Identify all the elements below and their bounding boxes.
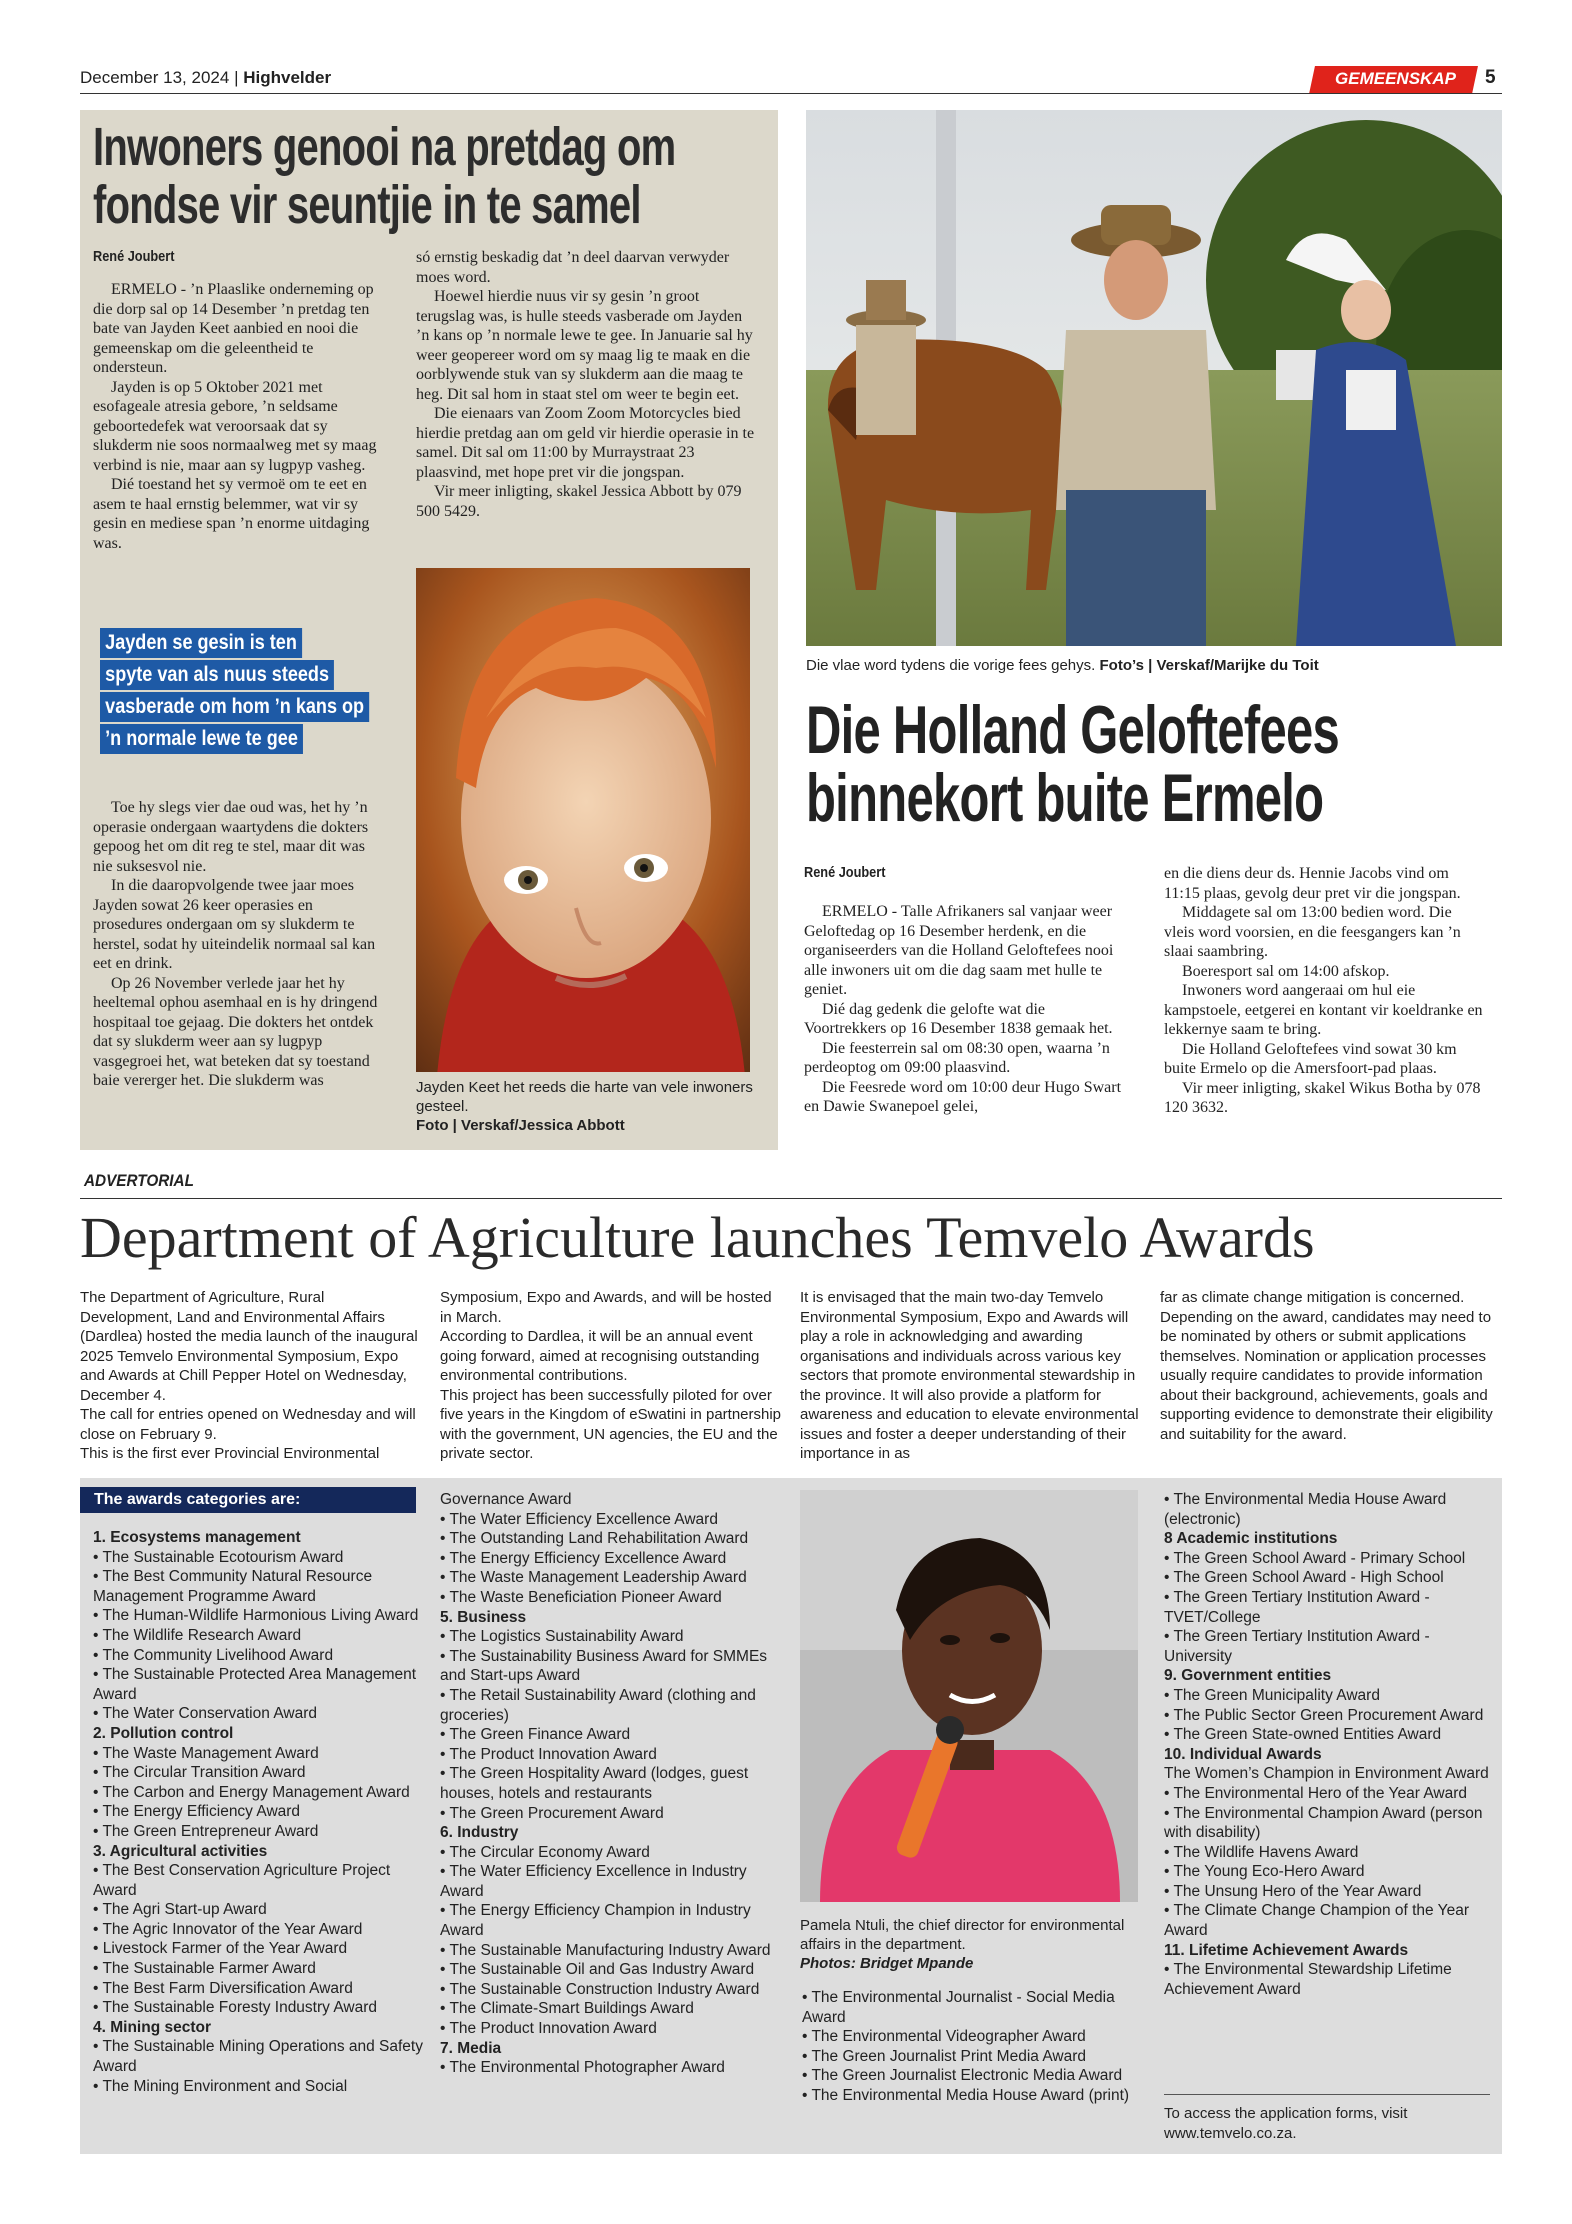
award-item: • The Green Entrepreneur Award — [93, 1822, 319, 1840]
award-item: • The Green School Award - Primary School — [1164, 1549, 1466, 1567]
awards-category-list — [93, 1528, 423, 2096]
category-heading: 6. Industry — [440, 1824, 519, 1842]
award-item: • The Mining Environment and Social — [93, 2077, 348, 2095]
award-item: • The Sustainable Oil and Gas Industry Award — [440, 1961, 755, 1979]
page-number: 5 — [1485, 67, 1496, 88]
advertorial-label: ADVERTORIAL — [84, 1171, 194, 1190]
award-item: • The Agric Innovator of the Year Award — [93, 1920, 363, 1938]
footer-rule — [1164, 2094, 1490, 2095]
award-item: • The Sustainable Manufacturing Industry Award — [440, 1941, 771, 1959]
award-item: • The Circular Economy Award — [440, 1843, 650, 1861]
article-column: ERMELO - ’n Plaaslike onderneming op die dorp sal op 14 Desember ’n pretdag ten bate van Jayden Keet aanbied en nooi die gemeenskap om die geleentheid te ondersteun. Jayden is op 5 Oktober 2021 met esofageale atresia gebore, ’n seldsame geboortedefek wat veroorsaak dat sy slukderm nie soos normaalweg met sy maag verbind is nie, maar aan sy lugpyp vasheg. Dié toestand het sy vermoë om te eet en asem te haal ernstig belemmer, wat vir sy gesin en mediese span ’n enorme uitdaging was. — [93, 281, 377, 552]
award-item: • The Environmental Photographer Award — [440, 2059, 725, 2077]
byline: René Joubert — [93, 248, 175, 265]
award-item: • The Environmental Champion Award (person with disability) — [1164, 1804, 1483, 1842]
category-heading: 1. Ecosystems management — [93, 1529, 301, 1546]
photo-credit: Photos: Bridget Mpande — [800, 1955, 974, 1972]
category-heading: 10. Individual Awards — [1164, 1745, 1322, 1763]
award-item: • The Circular Transition Award — [93, 1764, 306, 1782]
award-item: • The Environmental Hero of the Year Award — [1164, 1784, 1467, 1802]
award-item: • The Green Procurement Award — [440, 1804, 664, 1822]
award-item: • The Energy Efficiency Champion in Industry Award — [440, 1902, 751, 1940]
story-headline: Die Holland Geloftefees binnekort buite Ermelo — [806, 692, 1340, 836]
award-item: • The Young Eco-Hero Award — [1164, 1863, 1365, 1881]
advertorial-column: It is envisaged that the main two-day Temvelo Environmental Symposium, Expo and Awards will play a role in acknowledging and awarding organisations and individuals across various key sectors that promote environmental stewardship in the province. It will also provide a platform for awareness and education to elevate environmental issues and foster a deeper understanding of their importance in as — [800, 1289, 1139, 1462]
advertorial-column: Symposium, Expo and Awards, and will be hosted in March. According to Dardlea, it will be an annual event going forward, aimed at recognising outstanding environmental contributions. This project has been successfully piloted for over five years in the Kingdom of eSwatini in partnership with the government, UN agencies, the EU and the private sector. — [440, 1289, 782, 1462]
award-item: • The Climate Change Champion of the Year Award — [1164, 1902, 1469, 1940]
category-heading: 2. Pollution control — [93, 1724, 234, 1742]
category-heading: 9. Government entities — [1164, 1667, 1332, 1685]
award-item: • The Sustainable Construction Industry Award — [440, 1980, 760, 1998]
award-item: • The Sustainable Protected Area Management Award — [93, 1666, 417, 1703]
article-column: Toe hy slegs vier dae oud was, het hy ’n operasie ondergaan waartydens die dokters gepoog het om dit reg te stel, maar dit was nie suksesvol nie. In die daaropvolgende twee jaar moes Jayden sowat 26 keer operasies en prosedures ondergaan om sy slukderm te herstel, sodat hy uiteindelik normaal sal kan eet en drink. Op 26 November verlede jaar het hy heeltemal ophou asemhaal en is hy dringend hospitaal toe gejaag. Die dokters het ontdek dat sy slukderm weer aan sy lugpyp vasgegroei het, wat beteken dat sy toestand baie vererger het. Die slukderm was — [93, 799, 378, 1089]
award-item: • The Sustainability Business Award for SMMEs and Start-ups Award — [440, 1647, 768, 1685]
application-note: To access the application forms, visit www.temvelo.co.za. — [1164, 2105, 1408, 2142]
award-item: • The Environmental Media House Award (print) — [802, 2086, 1130, 2104]
awards-category-list — [802, 1988, 1138, 2106]
award-item: • The Energy Efficiency Excellence Award — [440, 1549, 727, 1567]
award-item: • The Waste Management Award — [93, 1744, 319, 1762]
award-item: • The Sustainable Foresty Industry Award — [93, 1999, 378, 2017]
section-label: GEMEENSKAP — [1335, 69, 1456, 88]
award-item: • The Climate-Smart Buildings Award — [440, 2000, 694, 2018]
award-item: • The Best Farm Diversification Award — [93, 1979, 353, 1997]
award-item: • The Green Hospitality Award (lodges, guest houses, hotels and restaurants — [440, 1765, 749, 1802]
award-item: • The Wildlife Havens Award — [1164, 1843, 1359, 1861]
award-item: • The Green Finance Award — [440, 1726, 631, 1744]
award-item: • The Wildlife Research Award — [93, 1626, 302, 1644]
award-item: • The Green Journalist Print Media Award — [802, 2047, 1086, 2065]
award-item: • The Green Journalist Electronic Media Award — [802, 2067, 1123, 2085]
category-heading: 4. Mining sector — [93, 2018, 211, 2036]
award-item: The Women’s Champion in Environment Award — [1164, 1765, 1489, 1783]
award-item: • The Green Municipality Award — [1164, 1686, 1380, 1704]
byline: René Joubert — [804, 864, 886, 881]
award-item: • The Energy Efficiency Award — [93, 1803, 301, 1821]
award-item: • The Best Conservation Agriculture Project Award — [93, 1862, 391, 1899]
award-item: Governance Award — [440, 1491, 572, 1508]
award-item: • The Best Community Natural Resource Management Programme Award — [93, 1568, 373, 1605]
award-item: • The Logistics Sustainability Award — [440, 1628, 684, 1646]
award-item: • The Green State-owned Entities Award — [1164, 1726, 1442, 1744]
award-item: • The Product Innovation Award — [440, 1745, 657, 1763]
advertorial-rule — [80, 1198, 1502, 1199]
award-item: • The Outstanding Land Rehabilitation Award — [440, 1530, 749, 1548]
award-item: • Livestock Farmer of the Year Award — [93, 1940, 348, 1958]
awards-box-title: The awards categories are: — [80, 1487, 416, 1513]
photo-caption: Die vlae word tydens die vorige fees gehys. Foto’s | Verskaf/Marijke du Toit — [806, 657, 1319, 674]
page-header: December 13, 2024 | Highvelder GEMEENSKAP 5 — [80, 66, 1502, 96]
awards-category-list — [1164, 1490, 1498, 1999]
award-item: • The Green School Award - High School — [1164, 1569, 1444, 1587]
award-item: • The Environmental Videographer Award — [802, 2028, 1086, 2046]
award-item: • The Product Innovation Award — [440, 2020, 657, 2038]
award-item: • The Environmental Journalist - Social Media Award — [802, 1989, 1115, 2026]
award-item: • The Water Conservation Award — [93, 1705, 317, 1723]
advertorial-column: The Department of Agriculture, Rural Development, Land and Environmental Affairs (Dardlea) hosted the media launch of the inaugural 2025 Temvelo Environmental Symposium, Expo and Awards at Chill Pepper Hotel on Wednesday, December 4. The call for entries opened on Wednesday and will close on February 9. This is the first ever Provincial Environmental — [80, 1289, 418, 1462]
publication-name: Highvelder — [243, 68, 332, 87]
award-item: • The Water Efficiency Excellence in Industry Award — [440, 1863, 747, 1900]
category-heading: 5. Business — [440, 1608, 527, 1626]
award-item: • The Environmental Media House Award (electronic) — [1164, 1491, 1447, 1528]
award-item: • The Green Tertiary Institution Award - University — [1164, 1628, 1430, 1665]
story-headline: Inwoners genooi na pretdag om fondse vir seuntjie in te samel — [93, 117, 676, 235]
award-item: • The Human-Wildlife Harmonious Living Award — [93, 1607, 419, 1625]
category-heading: 3. Agricultural activities — [93, 1842, 268, 1860]
header-rule — [80, 93, 1502, 94]
pull-quote: Jayden se gesin is ten spyte van als nuus steeds vasberade om hom ’n kans op ’n normale lewe te gee — [100, 628, 413, 754]
award-item: • The Sustainable Ecotourism Award — [93, 1548, 344, 1566]
advertorial-column: far as climate change mitigation is concerned. Depending on the award, candidates may need to be nominated by others or submit applications themselves. Nomination or application processes usually require candidates to provide information about their background, achievements, goals and supporting evidence to demonstrate their eligibility and suitability for the award. — [1160, 1289, 1493, 1443]
award-item: • The Waste Management Leadership Award — [440, 1569, 747, 1587]
award-item: • The Public Sector Green Procurement Award — [1164, 1706, 1484, 1724]
award-item: • The Sustainable Farmer Award — [93, 1960, 316, 1978]
article-column: ERMELO - Talle Afrikaners sal vanjaar weer Geloftedag op 16 Desember herdenk, en die organiseerders van die Holland Geloftefees nooi alle inwoners uit om die dag saam met hulle te geniet. Dié dag gedenk die gelofte wat die Voortrekkers op 16 Desember 1838 gemaak het. Die feesterrein sal om 08:30 open, waarna ’n perdeoptog om 09:00 plaasvind. Die Feesrede word om 10:00 deur Hugo Swart en Dawie Swanepoel gelei, — [804, 903, 1122, 1115]
award-item: • The Community Livelihood Award — [93, 1646, 334, 1664]
award-item: • The Retail Sustainability Award (clothing and groceries) — [440, 1686, 756, 1724]
award-item: • The Agri Start-up Award — [93, 1901, 267, 1919]
category-heading: 8 Academic institutions — [1164, 1530, 1338, 1548]
photo-caption: Pamela Ntuli, the chief director for environmental affairs in the department. Photos: Bridget Mpande — [800, 1917, 1125, 1972]
award-item: • The Sustainable Mining Operations and Safety Award — [93, 2038, 423, 2076]
award-item: • The Environmental Stewardship Lifetime Achievement Award — [1164, 1961, 1452, 1998]
category-heading: 11. Lifetime Achievement Awards — [1164, 1941, 1409, 1959]
award-item: • The Green Tertiary Institution Award - TVET/College — [1164, 1588, 1430, 1626]
article-column: só ernstig beskadig dat ’n deel daarvan verwyder moes word. Hoewel hierdie nuus vir sy gesin ’n groot terugslag was, is hulle steeds vasberade om Jayden ’n kans op ’n normale lewe te gee. In Januarie sal hy weer geopereer word om sy maag lig te maak en die oorblywende stuk van sy slukderm aan die maag te heg. Dit sal hom in staat stel om weer te begin eet. Die eienaars van Zoom Zoom Motorcycles bied hierdie pretdag aan om geld vir hierdie operasie in te samel. Dit sal om 11:00 by Murraystraat 23 plaasvind, met hope pret vir die jongspan. Vir meer inligting, skakel Jessica Abbott by 079 500 5429. — [416, 249, 755, 520]
awards-category-list — [440, 1490, 784, 2078]
issue-date: December 13, 2024 — [80, 68, 230, 87]
award-item: • The Unsung Hero of the Year Award — [1164, 1882, 1422, 1900]
advertorial-headline: Department of Agriculture launches Temvelo Awards — [80, 1205, 1315, 1270]
award-item: • The Water Efficiency Excellence Award — [440, 1510, 718, 1528]
photo-credit: Foto’s | Verskaf/Marijke du Toit — [1099, 657, 1319, 674]
award-item: • The Carbon and Energy Management Award — [93, 1783, 410, 1801]
category-heading: 7. Media — [440, 2039, 502, 2057]
award-item: • The Waste Beneficiation Pioneer Award — [440, 1588, 722, 1606]
festival-photo — [806, 110, 1502, 646]
boy-photo — [416, 568, 750, 1072]
photo-caption: Jayden Keet het reeds die harte van vele inwoners gesteel. Foto | Verskaf/Jessica Abbott — [416, 1079, 753, 1134]
photo-credit: Foto | Verskaf/Jessica Abbott — [416, 1117, 625, 1134]
article-column: en die diens deur ds. Hennie Jacobs vind om 11:15 plaas, gevolg deur pret vir die jongspan. Middagete sal om 13:00 bedien word. Die vleis word voorsien, en die feesgangers kan ’n slaai saambring. Boeresport sal om 14:00 afskop. Inwoners word aangeraai om hul eie kampstoele, eetgerei en kontant vir koeldranke en lekkernye saam te bring. Die Holland Geloftefees vind sowat 30 km buite Ermelo op die Amersfoort-pad plaas. Vir meer inligting, skakel Wikus Botha by 078 120 3632. — [1164, 865, 1483, 1116]
speaker-photo — [800, 1490, 1138, 1902]
